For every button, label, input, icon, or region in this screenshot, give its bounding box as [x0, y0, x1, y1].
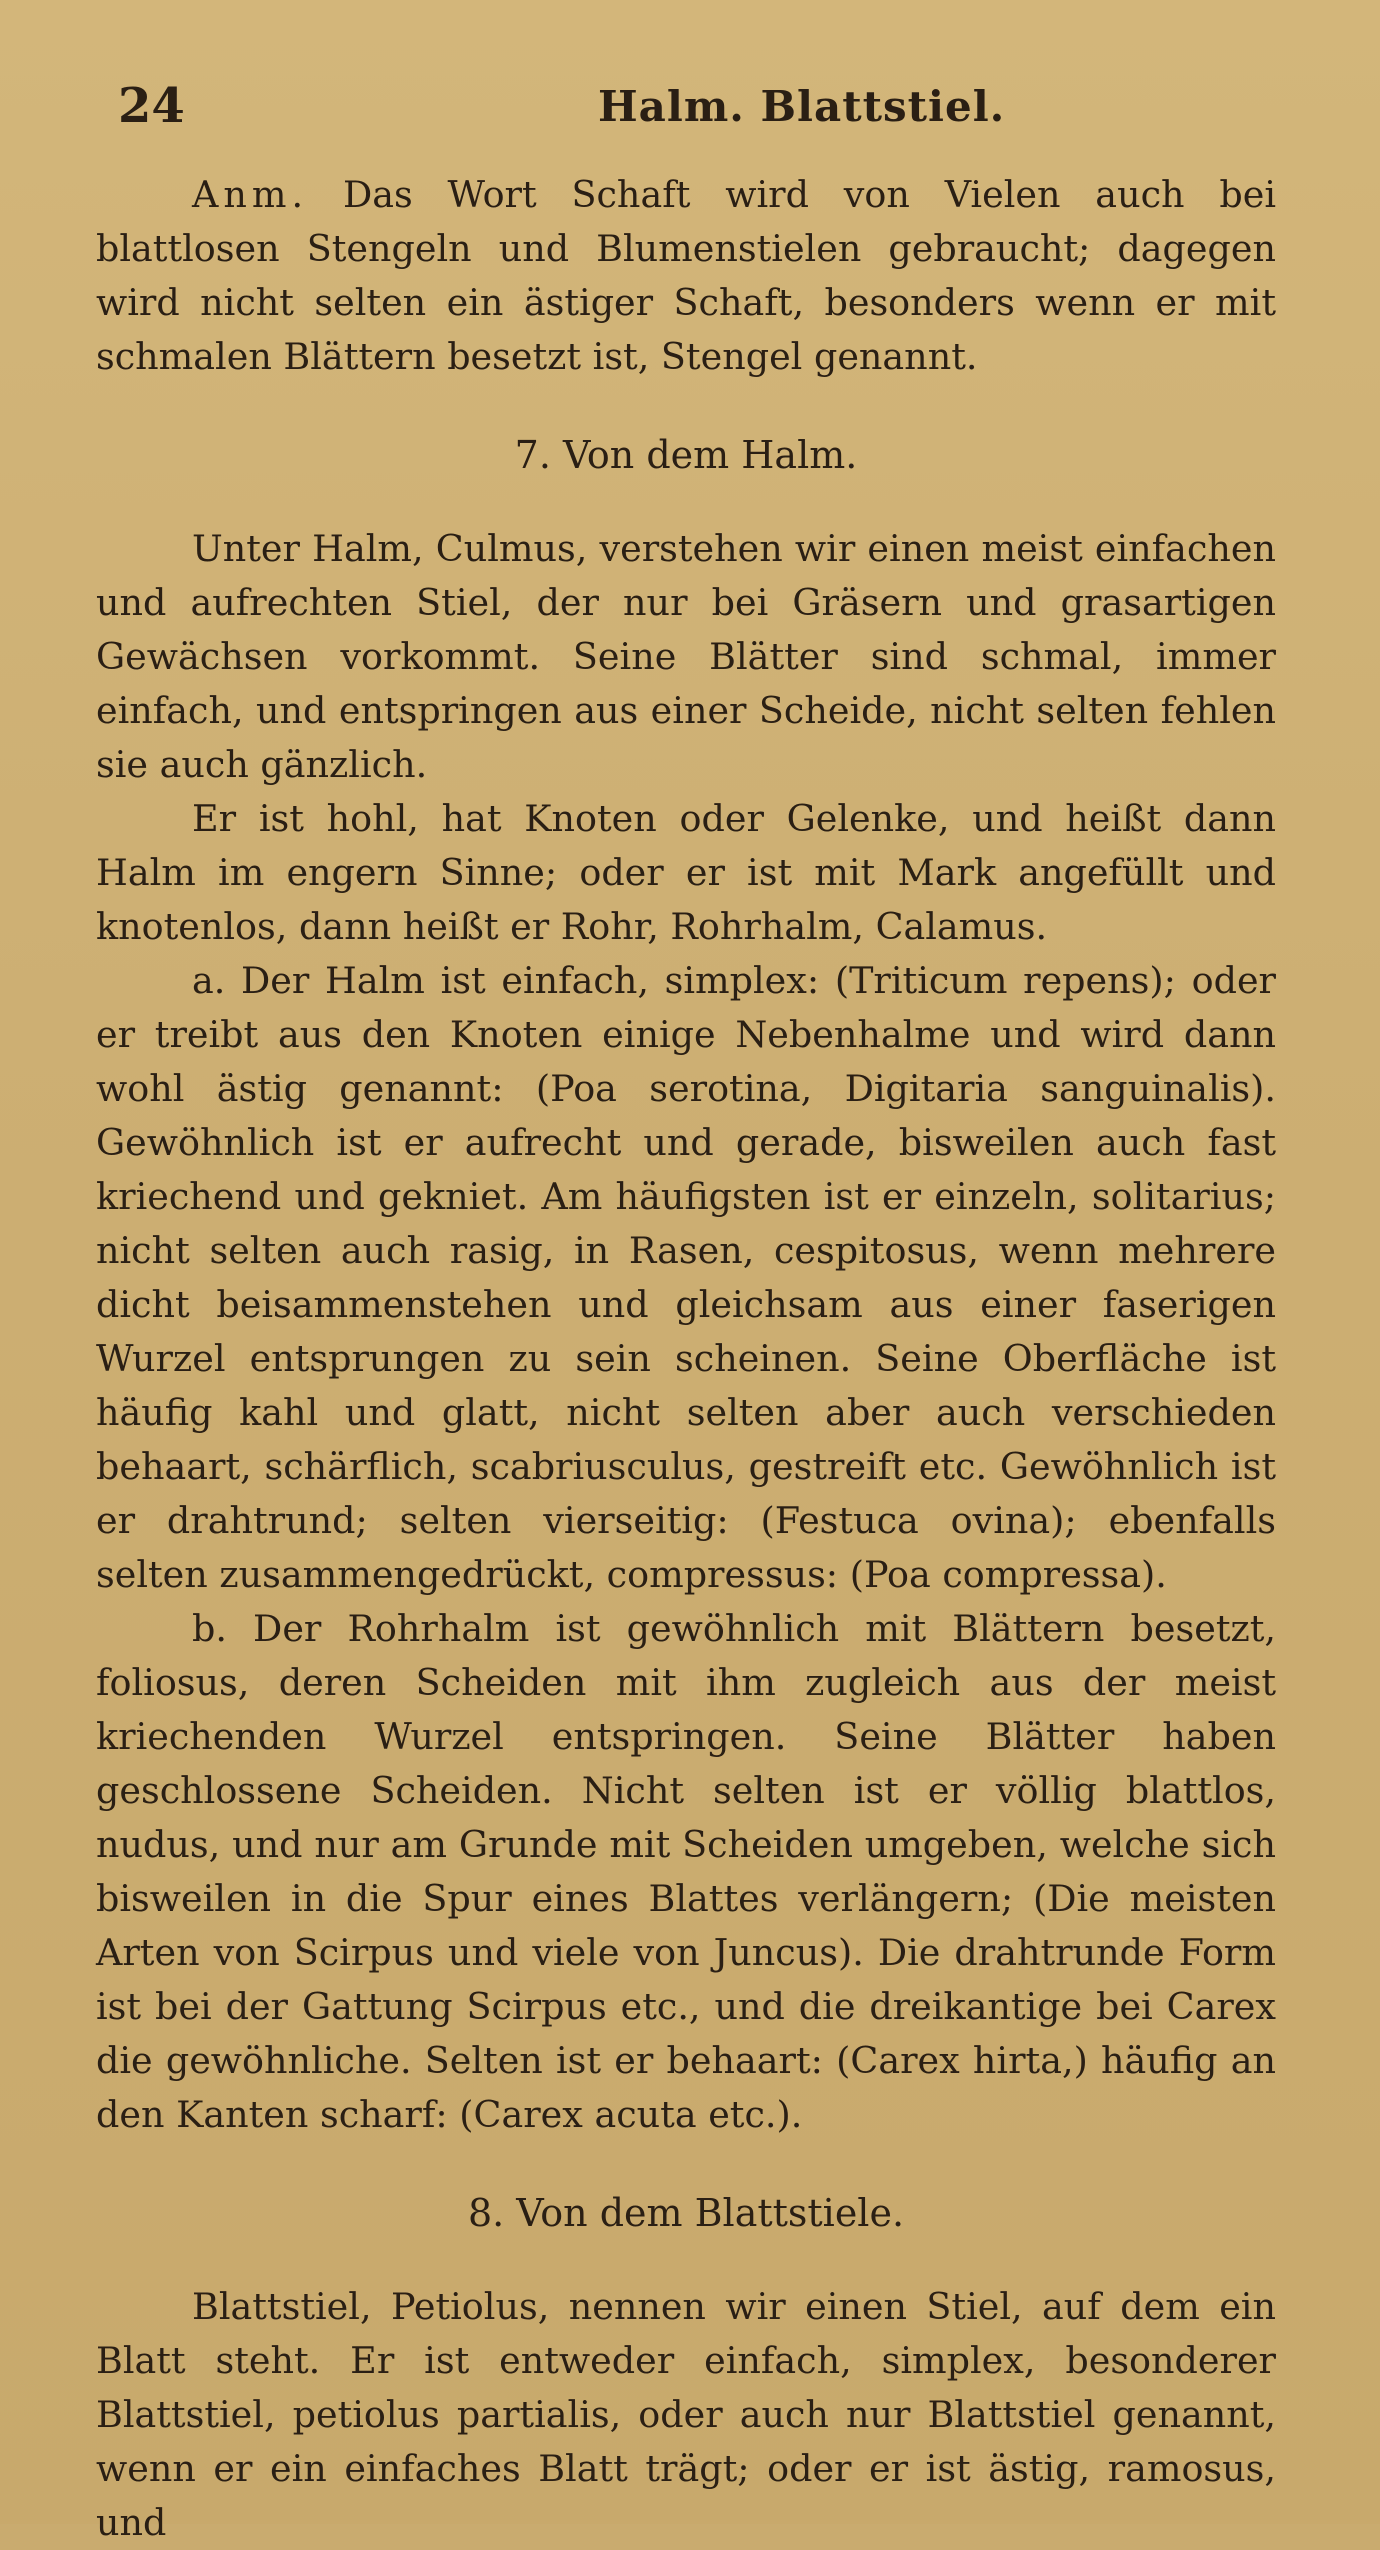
section-7-paragraph-2: Er ist hohl, hat Knoten oder Gelenke, und heißt dann Halm im engern Sinne; oder er ist mit Mark angefüllt und knotenlos, dann heißt er Rohr, Rohrhalm, Calamus.	[96, 797, 1276, 948]
section-7-paragraph-1: Unter Halm, Culmus, verstehen wir einen meist einfachen und aufrechten Stiel, der nur bei Gräsern und grasartigen Gewächsen vorkommt. Seine Blätter sind schmal, immer einfach, und entspringen aus einer Scheide, nicht selten fehlen sie auch gänzlich.	[96, 527, 1276, 786]
note-label: Anm.	[192, 173, 309, 216]
section-8-heading: 8. Von dem Blattstiele.	[467, 2191, 905, 2235]
section-7-item-b: b. Der Rohrhalm ist gewöhnlich mit Blättern besetzt, foliosus, deren Scheiden mit ihm zugleich aus der meist kriechenden Wurzel entspringen. Seine Blätter haben geschlossene Scheiden. Nicht selten ist er völlig blattlos, nudus, und nur am Grunde mit Scheiden umgeben, welche sich bisweilen in die Spur eines Blattes verlängern; (Die meisten Arten von Scirpus und viele von Juncus). Die drahtrunde Form ist bei der Gattung Scirpus etc., und die dreikantige bei Carex die gewöhnliche. Selten ist er behaart: (Carex hirta,) häufig an den Kanten scharf: (Carex acuta etc.).	[96, 1607, 1276, 2136]
section-7-item-a: a. Der Halm ist einfach, simplex: (Triticum repens); oder er treibt aus den Knoten einige Nebenhalme und wird dann wohl ästig genannt: (Poa serotina, Digitaria sanguinalis). Gewöhnlich ist er aufrecht und gerade, bisweilen auch fast kriechend und gekniet. Am häufigsten ist er einzeln, solitarius; nicht selten auch rasig, in Rasen, cespitosus, wenn mehrere dicht beisammenstehen und gleichsam aus einer faserigen Wurzel entsprungen zu sein scheinen. Seine Oberfläche ist häufig kahl und glatt, nicht selten aber auch verschieden behaart, schärflich, scabriusculus, gestreift etc. Gewöhnlich ist er drahtrund; selten vierseitig: (Festuca ovina); ebenfalls selten zusammengedrückt, compressus: (Poa compressa).	[96, 959, 1276, 1596]
running-head: Halm. Blattstiel.	[598, 82, 1006, 131]
note-paragraph	[96, 168, 1276, 384]
page-header	[118, 78, 1278, 148]
section-8-paragraph-1: Blattstiel, Petiolus, nennen wir einen Stiel, auf dem ein Blatt steht. Er ist entweder einfach, simplex, besonderer Blattstiel, petiolus partialis, oder auch nur Blattstiel genannt, wenn er ein einfaches Blatt trägt; oder er ist ästig, ramosus, und	[96, 2285, 1276, 2544]
note-text: Das Wort Schaft wird von Vielen auch bei blattlosen Stengeln und Blumenstielen gebraucht; dagegen wird nicht selten ein ästiger Schaft, besonders wenn er mit schmalen Blättern besetzt ist, Stengel genannt.	[96, 173, 1276, 378]
page-number: 24	[118, 78, 185, 134]
section-7-heading: 7. Von dem Halm.	[514, 433, 858, 477]
page-body	[96, 168, 1276, 2550]
